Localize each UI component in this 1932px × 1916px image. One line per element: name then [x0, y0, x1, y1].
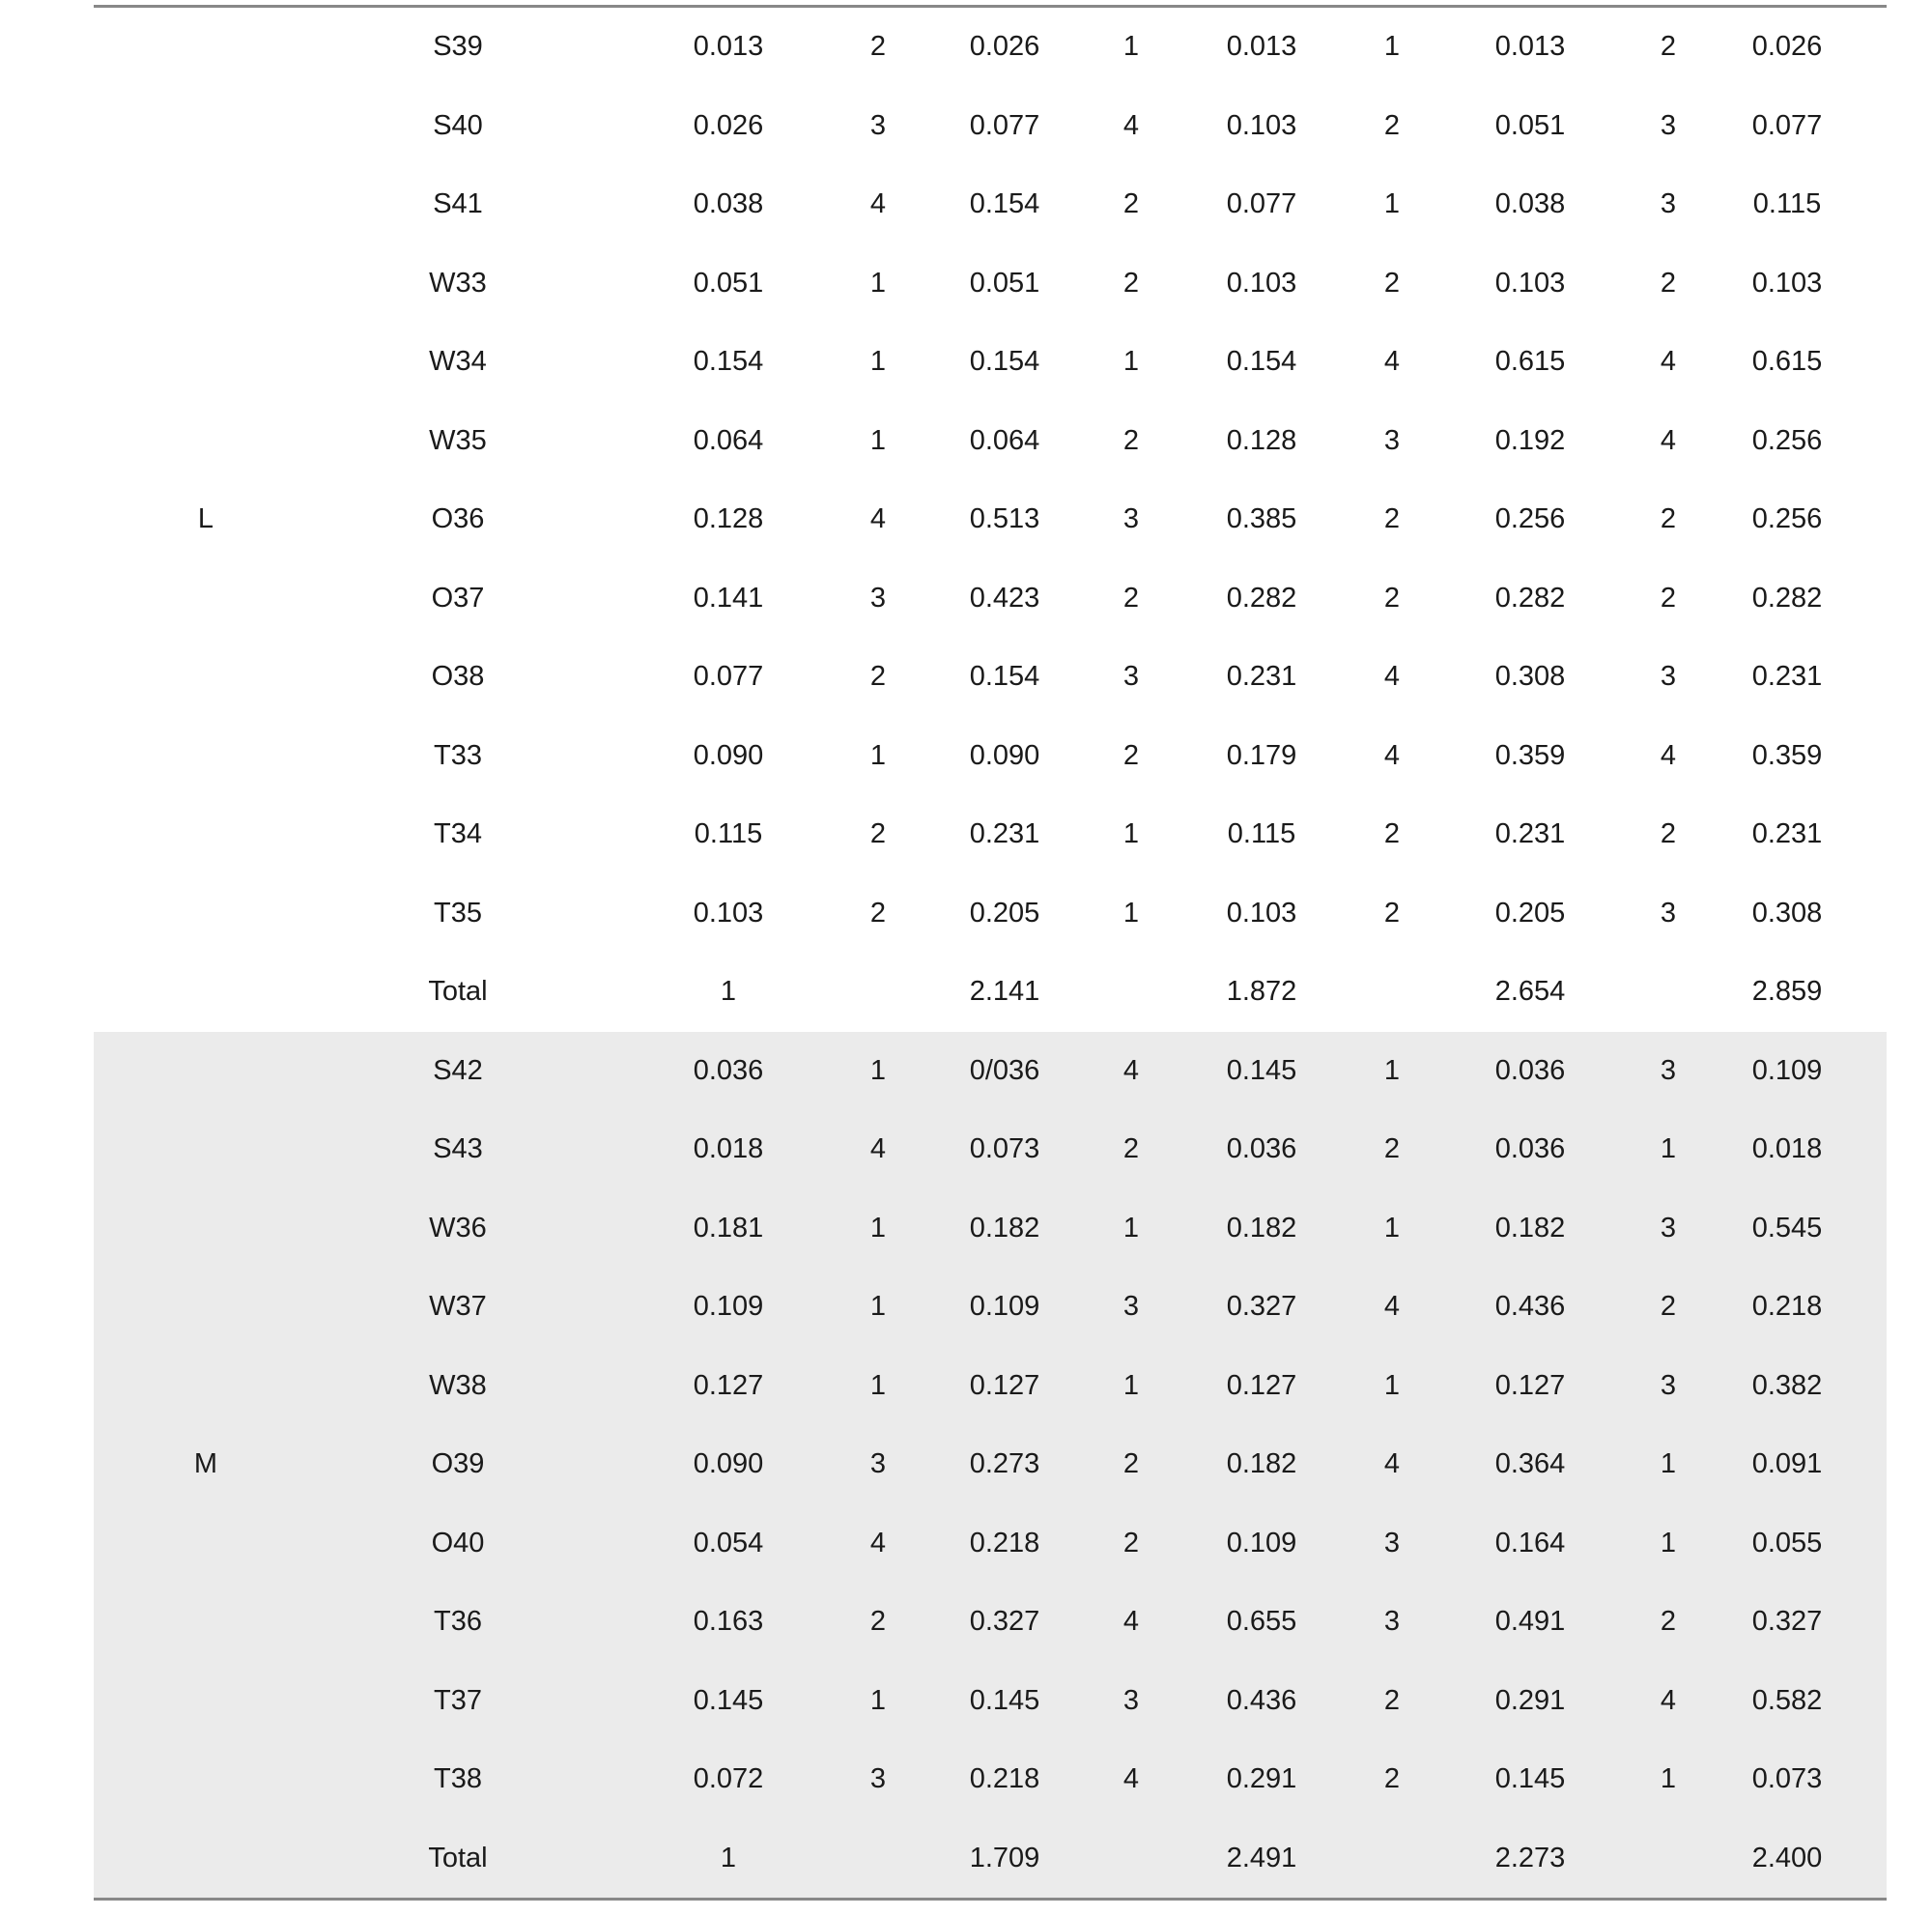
row-label-cell: O38 — [431, 661, 485, 693]
table-row — [318, 402, 1887, 481]
table-cell: 0.282 — [1751, 582, 1823, 614]
table-row — [318, 559, 1887, 639]
table-cell: 0.127 — [1494, 1369, 1566, 1401]
table-cell: 4 — [869, 1133, 887, 1165]
table-cell: 3 — [1383, 424, 1401, 456]
row-label-cell: W35 — [429, 424, 487, 456]
table-cell: 0/036 — [969, 1054, 1040, 1086]
table-cell: 1 — [1660, 1527, 1677, 1559]
row-label-cell: T34 — [434, 818, 482, 850]
table-cell: 1 — [1383, 1054, 1401, 1086]
row-label-cell: O36 — [431, 503, 485, 535]
table-cell: 1 — [869, 1212, 887, 1244]
table-cell: 0.364 — [1494, 1448, 1566, 1480]
table-cell: 0.154 — [969, 188, 1040, 220]
table-cell: 1 — [869, 739, 887, 771]
table-cell: 4 — [869, 188, 887, 220]
table-cell: 0.231 — [1494, 818, 1566, 850]
table-cell: 0.423 — [969, 582, 1040, 614]
table-cell: 1 — [1660, 1763, 1677, 1795]
table-cell: 1 — [869, 1054, 887, 1086]
table-cell: 3 — [1660, 188, 1677, 220]
table-cell: 0.013 — [693, 31, 764, 63]
table-cell: 0.090 — [693, 1448, 764, 1480]
table-cell: 0.026 — [969, 31, 1040, 63]
table-cell: 2 — [1660, 267, 1677, 299]
table-row — [318, 323, 1887, 402]
table-cell: 0.205 — [1494, 897, 1566, 929]
table-cell: 1 — [1122, 1212, 1140, 1244]
table-cell: 0.308 — [1494, 661, 1566, 693]
table-cell: 2 — [1383, 582, 1401, 614]
table-cell: 0.218 — [1751, 1291, 1823, 1323]
table-row — [318, 1425, 1887, 1504]
table-cell: 0.090 — [969, 739, 1040, 771]
table-cell: 0.115 — [1752, 188, 1822, 220]
table-cell: 0.282 — [1226, 582, 1297, 614]
table-cell: 4 — [1122, 1763, 1140, 1795]
table-cell: 2 — [1122, 1133, 1140, 1165]
row-label-cell: S43 — [433, 1133, 483, 1165]
table-cell: 0.145 — [969, 1684, 1040, 1716]
table-cell: 3 — [1660, 1369, 1677, 1401]
table-cell: 0.655 — [1226, 1606, 1297, 1638]
table-cell: 2 — [1660, 31, 1677, 63]
table-cell: 0.359 — [1751, 739, 1823, 771]
table-cell: 3 — [1122, 1291, 1140, 1323]
table-cell: 2 — [1122, 188, 1140, 220]
table-cell: 0.182 — [1226, 1212, 1297, 1244]
table-cell: 0.154 — [693, 346, 764, 378]
table-cell: 0.103 — [1494, 267, 1566, 299]
table-cell: 0.436 — [1226, 1684, 1297, 1716]
row-label-cell: T36 — [434, 1606, 482, 1638]
table-row — [318, 795, 1887, 874]
table-cell: 0.090 — [693, 739, 764, 771]
table-row — [318, 244, 1887, 324]
table-cell: 1 — [869, 267, 887, 299]
table-cell: 3 — [1660, 1212, 1677, 1244]
table-cell: 4 — [1660, 1684, 1677, 1716]
table-cell: 0.141 — [693, 582, 764, 614]
table-cell: 0.073 — [1751, 1763, 1823, 1795]
group-rows — [318, 1032, 1887, 1899]
table-cell: 0.103 — [1226, 897, 1297, 929]
table-bottom-rule — [94, 1898, 1887, 1901]
table-cell: 1 — [720, 1842, 737, 1873]
table-cell: 2 — [1660, 1291, 1677, 1323]
table-cell: 1 — [1660, 1133, 1677, 1165]
row-label-cell: W36 — [429, 1212, 487, 1244]
table-cell: 3 — [1660, 897, 1677, 929]
table-cell: 4 — [1383, 1448, 1401, 1480]
table-cell: 2 — [1122, 424, 1140, 456]
table-cell: 2 — [1660, 818, 1677, 850]
table-cell: 2 — [1383, 267, 1401, 299]
table-cell: 0.164 — [1494, 1527, 1566, 1559]
table-cell: 4 — [1660, 346, 1677, 378]
table-cell: 0.182 — [969, 1212, 1040, 1244]
table-cell: 0.072 — [693, 1763, 764, 1795]
table-cell: 0.436 — [1494, 1291, 1566, 1323]
table-cell: 2.491 — [1226, 1842, 1297, 1873]
table-cell: 3 — [1660, 661, 1677, 693]
table-row — [318, 1347, 1887, 1426]
table-cell: 2.273 — [1494, 1842, 1566, 1873]
table-cell: 3 — [1122, 1684, 1140, 1716]
table-cell: 0.382 — [1751, 1369, 1823, 1401]
table-cell: 0.308 — [1751, 897, 1823, 929]
table-cell: 1 — [1383, 1369, 1401, 1401]
row-label-cell: T37 — [434, 1684, 482, 1716]
total-row — [318, 1819, 1887, 1899]
table-cell: 2 — [1122, 739, 1140, 771]
table-cell: 2 — [869, 31, 887, 63]
table-cell: 2 — [1383, 1133, 1401, 1165]
table-cell: 1 — [1660, 1448, 1677, 1480]
table-cell: 2 — [1383, 818, 1401, 850]
table-cell: 0.291 — [1226, 1763, 1297, 1795]
table-cell: 3 — [1383, 1527, 1401, 1559]
table-cell: 1 — [1122, 1369, 1140, 1401]
row-label-cell: S39 — [433, 31, 483, 63]
table-cell: 0.115 — [1227, 818, 1296, 850]
table-cell: 2.859 — [1751, 976, 1823, 1008]
table-cell: 3 — [869, 1763, 887, 1795]
table-cell: 4 — [869, 503, 887, 535]
table-cell: 3 — [1383, 1606, 1401, 1638]
table-cell: 0.026 — [693, 109, 764, 141]
row-label-cell: Total — [428, 1842, 488, 1873]
table-cell: 0.077 — [969, 109, 1040, 141]
table-cell: 0.077 — [693, 661, 764, 693]
table-cell: 1 — [1122, 897, 1140, 929]
table-cell: 0.051 — [693, 267, 764, 299]
table-cell: 0.036 — [1494, 1054, 1566, 1086]
table-cell: 0.018 — [1751, 1133, 1823, 1165]
table-cell: 0.615 — [1751, 346, 1823, 378]
table-cell: 0.036 — [693, 1054, 764, 1086]
table-cell: 2 — [869, 661, 887, 693]
total-row — [318, 953, 1887, 1032]
table-cell: 3 — [1660, 109, 1677, 141]
table-cell: 0.327 — [969, 1606, 1040, 1638]
table-cell: 2.400 — [1751, 1842, 1823, 1873]
table-cell: 4 — [1383, 661, 1401, 693]
table-cell: 2 — [1122, 582, 1140, 614]
table-cell: 2 — [1383, 1763, 1401, 1795]
table-cell: 0.359 — [1494, 739, 1566, 771]
table-cell: 0.218 — [969, 1763, 1040, 1795]
table-cell: 1 — [869, 346, 887, 378]
table-group — [94, 8, 1887, 1032]
table-group — [94, 1032, 1887, 1899]
table-cell: 0.091 — [1751, 1448, 1823, 1480]
table-cell: 2 — [1660, 503, 1677, 535]
table-cell: 3 — [1122, 503, 1140, 535]
table-cell: 2.654 — [1494, 976, 1566, 1008]
table-row — [318, 1662, 1887, 1741]
table-cell: 0.154 — [969, 661, 1040, 693]
table-cell: 0.256 — [1751, 424, 1823, 456]
table-cell: 0.109 — [1751, 1054, 1823, 1086]
table-cell: 0.073 — [969, 1133, 1040, 1165]
table-cell: 0.256 — [1751, 503, 1823, 535]
table-cell: 0.513 — [969, 503, 1040, 535]
table-row — [318, 1110, 1887, 1189]
row-label-cell: W37 — [429, 1291, 487, 1323]
table-cell: 2 — [869, 818, 887, 850]
table-cell: 1 — [1383, 31, 1401, 63]
table-cell: 2 — [869, 1606, 887, 1638]
table-cell: 0.051 — [969, 267, 1040, 299]
table-cell: 1 — [869, 424, 887, 456]
table-row — [318, 1583, 1887, 1662]
table-cell: 0.109 — [1226, 1527, 1297, 1559]
table-cell: 3 — [869, 1448, 887, 1480]
table-row — [318, 480, 1887, 559]
table-cell: 1 — [869, 1684, 887, 1716]
table-cell: 0.273 — [969, 1448, 1040, 1480]
table-cell: 0.145 — [1494, 1763, 1566, 1795]
table-cell: 0.055 — [1751, 1527, 1823, 1559]
table-row — [318, 1189, 1887, 1269]
table-cell: 0.179 — [1226, 739, 1297, 771]
row-label-cell: O39 — [431, 1448, 485, 1480]
table-cell: 2 — [1383, 897, 1401, 929]
table-cell: 0.145 — [693, 1684, 764, 1716]
group-label: M — [193, 1448, 218, 1480]
table-row — [318, 1740, 1887, 1819]
table-cell: 3 — [869, 582, 887, 614]
table-cell: 0.128 — [693, 503, 764, 535]
table-cell: 0.182 — [1494, 1212, 1566, 1244]
table-cell: 0.491 — [1494, 1606, 1566, 1638]
table-cell: 2 — [1383, 109, 1401, 141]
table-cell: 4 — [1122, 1054, 1140, 1086]
row-label-cell: S40 — [433, 109, 483, 141]
table-cell: 0.064 — [693, 424, 764, 456]
row-label-cell: T38 — [434, 1763, 482, 1795]
table-cell: 1 — [1122, 346, 1140, 378]
table-cell: 0.545 — [1751, 1212, 1823, 1244]
table-cell: 0.038 — [1494, 188, 1566, 220]
row-label-cell: W38 — [429, 1369, 487, 1401]
table-cell: 0.109 — [693, 1291, 764, 1323]
table-cell: 0.205 — [969, 897, 1040, 929]
row-label-cell: S41 — [433, 188, 483, 220]
table-cell: 0.282 — [1494, 582, 1566, 614]
row-label-cell: W33 — [429, 267, 487, 299]
table-cell: 4 — [869, 1527, 887, 1559]
row-label-cell: T35 — [434, 897, 482, 929]
table-cell: 0.038 — [693, 188, 764, 220]
row-label-cell: O37 — [431, 582, 485, 614]
table-cell: 0.327 — [1751, 1606, 1823, 1638]
table-cell: 3 — [1122, 661, 1140, 693]
table-body — [94, 8, 1887, 1898]
table-cell: 4 — [1122, 1606, 1140, 1638]
table-cell: 2 — [1122, 1448, 1140, 1480]
table-cell: 4 — [1122, 109, 1140, 141]
table-cell: 0.127 — [693, 1369, 764, 1401]
table-cell: 4 — [1383, 346, 1401, 378]
table-cell: 2 — [1383, 1684, 1401, 1716]
table-cell: 0.231 — [1751, 661, 1823, 693]
table-cell: 0.115 — [694, 818, 763, 850]
table-row — [318, 717, 1887, 796]
table-cell: 1 — [1383, 1212, 1401, 1244]
table-cell: 3 — [1660, 1054, 1677, 1086]
table-cell: 1 — [1122, 818, 1140, 850]
table-cell: 0.103 — [693, 897, 764, 929]
table-cell: 0.077 — [1226, 188, 1297, 220]
table-cell: 1 — [869, 1369, 887, 1401]
table-cell: 0.256 — [1494, 503, 1566, 535]
row-label-cell: Total — [428, 976, 488, 1008]
table-cell: 0.018 — [693, 1133, 764, 1165]
table-row — [318, 1268, 1887, 1347]
table-cell: 1 — [1122, 31, 1140, 63]
table-cell: 0.103 — [1751, 267, 1823, 299]
table-cell: 0.218 — [969, 1527, 1040, 1559]
table-row — [318, 8, 1887, 87]
table-cell: 4 — [1660, 424, 1677, 456]
table-cell: 1.872 — [1226, 976, 1297, 1008]
table-row — [318, 1032, 1887, 1111]
row-label-cell: S42 — [433, 1054, 483, 1086]
table-cell: 2 — [1660, 1606, 1677, 1638]
table-cell: 4 — [1660, 739, 1677, 771]
table-cell: 0.154 — [969, 346, 1040, 378]
table-cell: 0.036 — [1226, 1133, 1297, 1165]
table-cell: 0.109 — [969, 1291, 1040, 1323]
group-label: L — [197, 503, 214, 535]
table-row — [318, 165, 1887, 244]
table-cell: 0.231 — [1751, 818, 1823, 850]
table-cell: 0.036 — [1494, 1133, 1566, 1165]
table-cell: 0.291 — [1494, 1684, 1566, 1716]
table-cell: 4 — [1383, 1291, 1401, 1323]
table-cell: 2 — [1122, 1527, 1140, 1559]
table-cell: 2 — [869, 897, 887, 929]
data-table — [94, 5, 1887, 1901]
table-row — [318, 638, 1887, 717]
table-cell: 3 — [869, 109, 887, 141]
row-label-cell: O40 — [431, 1527, 485, 1559]
table-cell: 0.026 — [1751, 31, 1823, 63]
table-cell: 0.231 — [1226, 661, 1297, 693]
table-cell: 0.103 — [1226, 109, 1297, 141]
table-cell: 0.127 — [969, 1369, 1040, 1401]
table-cell: 0.145 — [1226, 1054, 1297, 1086]
table-cell: 0.054 — [693, 1527, 764, 1559]
table-cell: 1.709 — [969, 1842, 1040, 1873]
row-label-cell: W34 — [429, 346, 487, 378]
table-row — [318, 87, 1887, 166]
table-cell: 2 — [1383, 503, 1401, 535]
table-cell: 0.192 — [1494, 424, 1566, 456]
table-cell: 4 — [1383, 739, 1401, 771]
table-cell: 0.181 — [693, 1212, 764, 1244]
table-cell: 0.327 — [1226, 1291, 1297, 1323]
table-cell: 0.064 — [969, 424, 1040, 456]
table-cell: 0.013 — [1226, 31, 1297, 63]
table-cell: 1 — [869, 1291, 887, 1323]
table-cell: 1 — [720, 976, 737, 1008]
table-cell: 0.615 — [1494, 346, 1566, 378]
table-cell: 1 — [1383, 188, 1401, 220]
table-cell: 0.182 — [1226, 1448, 1297, 1480]
table-cell: 0.077 — [1751, 109, 1823, 141]
table-cell: 0.128 — [1226, 424, 1297, 456]
table-row — [318, 1504, 1887, 1584]
table-cell: 0.582 — [1751, 1684, 1823, 1716]
group-rows — [318, 8, 1887, 1032]
table-cell: 0.385 — [1226, 503, 1297, 535]
table-cell: 2.141 — [969, 976, 1040, 1008]
table-cell: 0.231 — [969, 818, 1040, 850]
table-row — [318, 874, 1887, 954]
table-cell: 0.127 — [1226, 1369, 1297, 1401]
table-cell: 0.154 — [1226, 346, 1297, 378]
table-cell: 2 — [1660, 582, 1677, 614]
row-label-cell: T33 — [434, 739, 482, 771]
table-cell: 0.051 — [1494, 109, 1566, 141]
table-cell: 0.103 — [1226, 267, 1297, 299]
table-cell: 0.163 — [693, 1606, 764, 1638]
table-cell: 2 — [1122, 267, 1140, 299]
table-cell: 0.013 — [1494, 31, 1566, 63]
